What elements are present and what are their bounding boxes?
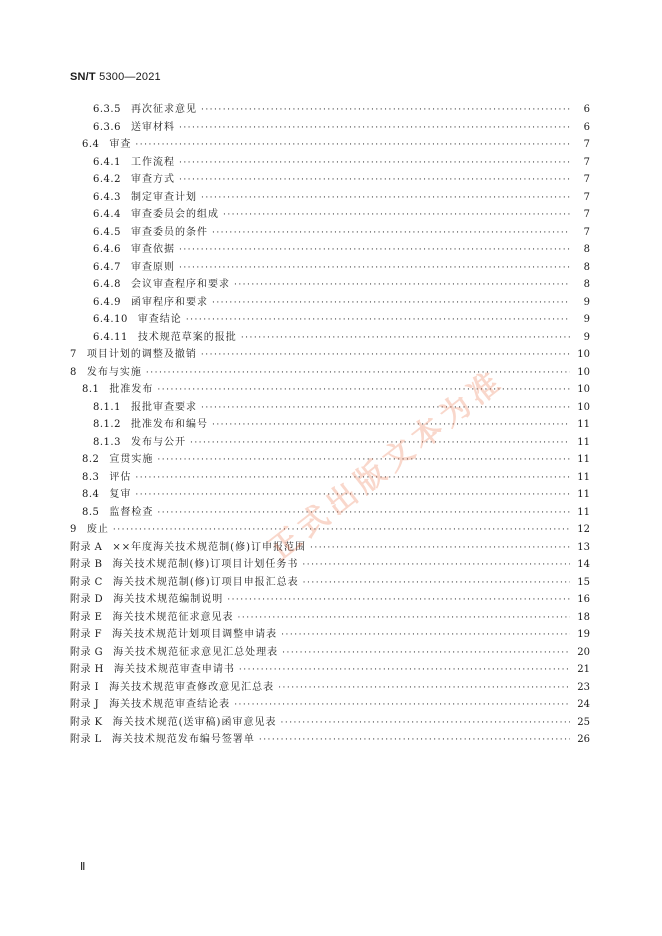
toc-entry-page: 7 [583,226,590,238]
toc-entry[interactable] [93,190,590,206]
toc-entry-page: 11 [577,454,590,465]
toc-entry-number: 附录 L [70,734,102,745]
toc-entry-title: 审查原则 [130,261,175,273]
toc-entry-number: 附录 B [70,559,103,570]
toc-entry-page: 9 [583,296,590,308]
toc-entry-title: 发布与实施 [86,366,142,378]
toc-entry-page: 7 [583,209,590,220]
toc-entry-number: 6.4.2 [93,174,121,185]
toc-entry-number: 6.4.11 [93,331,128,343]
toc-entry-title: 报批审查要求 [130,401,197,413]
toc-entry-title: 海关技术规范编制说明 [113,594,224,605]
toc-entry[interactable] [93,120,590,136]
toc-entry-page: 12 [577,524,590,535]
toc-leader-dots [234,697,570,713]
toc-entry-number: 8.3 [82,471,100,483]
toc-leader-dots [179,260,570,276]
toc-entry-title: 复审 [109,489,132,500]
toc-leader-dots [157,452,570,468]
toc-entry-title: 审查 [109,139,132,150]
watermark-stamp: 正式出版文本为准 [262,362,512,568]
toc-entry-page: 11 [577,506,590,518]
toc-entry-title: 项目计划的调整及撤销 [86,349,197,360]
toc-entry[interactable] [70,540,590,556]
toc-entry-title: 审查委员的条件 [130,226,208,238]
toc-leader-dots [212,417,570,433]
toc-leader-dots [201,190,570,206]
toc-leader-dots [135,137,570,153]
toc-entry-page: 6 [583,121,590,133]
toc-entry-page: 13 [577,541,590,553]
toc-leader-dots [278,680,570,696]
toc-leader-dots [157,505,570,521]
toc-leader-dots [135,470,570,486]
toc-entry-title: 审查委员会的组成 [130,209,219,220]
toc-entry-title: 海关技术规范审查结论表 [109,699,231,710]
toc-entry[interactable] [82,452,590,468]
toc-leader-dots [310,540,570,556]
toc-entry-number: 8.1.1 [93,401,121,413]
toc-leader-dots [201,102,570,118]
toc-entry[interactable] [82,470,590,486]
toc-entry-number: 附录 I [70,681,100,693]
toc-entry-page: 19 [577,629,590,640]
toc-entry-title: 工作流程 [130,156,175,168]
toc-entry[interactable] [82,487,590,503]
toc-entry-title: 发布与公开 [130,436,186,448]
toc-entry-page: 7 [583,174,590,185]
toc-entry[interactable] [70,522,590,538]
toc-entry[interactable] [70,627,590,643]
toc-entry[interactable] [82,505,590,521]
toc-entry-number: 6.4.4 [93,209,121,220]
toc-entry-number: 8.5 [82,506,100,518]
toc-entry-title: 废止 [86,524,109,535]
toc-entry-number: 9 [70,524,77,535]
toc-entry-page: 8 [583,261,590,273]
toc-entry-title: ××年度海关技术规范制(修)订申报范围 [112,541,306,553]
toc-entry-number: 8.1.2 [93,419,121,430]
toc-entry-number: 附录 E [70,611,103,623]
toc-entry[interactable] [93,417,590,433]
toc-entry[interactable] [70,575,590,591]
toc-entry-title: 再次征求意见 [130,104,197,115]
toc-leader-dots [239,662,570,678]
toc-entry[interactable] [70,610,590,626]
toc-entry-number: 8 [70,366,77,378]
toc-entry-page: 7 [583,156,590,168]
toc-entry-page: 7 [583,191,590,203]
toc-entry-number: 8.1.3 [93,436,121,448]
toc-entry[interactable] [70,715,590,731]
toc-entry-number: 附录 A [70,541,103,553]
toc-entry-page: 11 [577,471,590,483]
toc-entry-title: 海关技术规范计划项目调整申请表 [112,629,278,640]
toc-entry-number: 附录 D [70,594,104,605]
toc-entry-title: 海关技术规范征求意见汇总处理表 [113,646,279,658]
toc-entry[interactable] [93,312,590,328]
toc-leader-dots [157,382,570,398]
toc-entry-title: 审查方式 [130,174,175,185]
toc-entry-number: 8.4 [82,489,100,500]
toc-leader-dots [282,645,570,661]
toc-entry-number: 7 [70,349,77,360]
toc-leader-dots [179,172,570,188]
toc-entry-title: 批准发布和编号 [130,419,208,430]
toc-entry[interactable] [82,382,590,398]
toc-entry[interactable] [70,732,590,748]
toc-leader-dots [212,295,570,311]
toc-entry-page: 9 [583,314,590,325]
page-number: Ⅱ [80,861,86,873]
toc-entry-page: 6 [583,104,590,115]
toc-entry-page: 11 [577,489,590,500]
toc-leader-dots [135,487,570,503]
toc-entry[interactable] [70,557,590,573]
toc-entry-title: 海关技术规范审查修改意见汇总表 [109,681,275,693]
toc-entry[interactable] [93,102,590,118]
toc-entry-page: 26 [577,734,590,745]
toc-leader-dots [227,592,570,608]
toc-leader-dots [237,610,570,626]
toc-entry[interactable] [93,435,590,451]
toc-entry-title: 送审材料 [130,121,175,133]
toc-entry-title: 函审程序和要求 [130,296,208,308]
toc-entry-page: 11 [577,419,590,430]
toc-leader-dots [212,225,570,241]
toc-entry[interactable] [70,592,590,608]
toc-entry-title: 海关技术规范审查申请书 [113,664,235,675]
toc-entry-page: 20 [577,646,590,658]
toc-entry-page: 18 [577,611,590,623]
toc-entry-number: 6.4.1 [93,156,121,168]
toc-entry[interactable] [93,155,590,171]
toc-entry-number: 附录 H [70,664,104,675]
toc-entry-number: 6.4.7 [93,261,121,273]
toc-leader-dots [223,207,570,223]
toc-entry-title: 批准发布 [109,384,154,395]
toc-entry[interactable] [70,680,590,696]
toc-entry-number: 6.4.8 [93,279,121,290]
toc-entry-title: 技术规范草案的报批 [137,331,237,343]
toc-entry-title: 海关技术规范制(修)订项目计划任务书 [112,559,299,570]
toc-entry[interactable] [93,295,590,311]
toc-leader-dots [280,715,570,731]
toc-entry-page: 15 [577,576,590,588]
toc-leader-dots [234,277,570,293]
toc-entry-number: 附录 C [70,576,103,588]
toc-entry[interactable] [93,330,590,346]
toc-leader-dots [190,435,570,451]
toc-leader-dots [146,365,570,381]
toc-entry-page: 7 [583,139,590,150]
toc-entry-number: 6.4.5 [93,226,121,238]
toc-leader-dots [186,312,570,328]
toc-leader-dots [201,347,570,363]
toc-entry-page: 10 [577,366,590,378]
toc-entry-title: 审查结论 [137,314,182,325]
toc-entry-title: 监督检查 [109,506,154,518]
toc-entry-number: 6.4.3 [93,191,121,203]
toc-entry-number: 附录 G [70,646,104,658]
toc-entry[interactable] [70,365,590,381]
toc-leader-dots [179,242,570,258]
document-header [70,71,161,83]
toc-entry[interactable] [93,277,590,293]
toc-leader-dots [241,330,570,346]
toc-entry-number: 6.4.9 [93,296,121,308]
toc-leader-dots [113,522,570,538]
toc-entry-title: 会议审查程序和要求 [130,279,230,290]
toc-entry-number: 8.1 [82,384,100,395]
standard-number: 5300—2021 [99,71,161,83]
toc-entry-page: 10 [577,384,590,395]
toc-entry-page: 8 [583,244,590,255]
toc-entry[interactable] [93,260,590,276]
toc-entry-page: 11 [577,436,590,448]
toc-entry[interactable] [93,242,590,258]
toc-entry-page: 8 [583,279,590,290]
toc-leader-dots [179,120,570,136]
toc-leader-dots [281,627,570,643]
toc-entry-page: 10 [577,349,590,360]
toc-entry[interactable] [70,347,590,363]
toc-entry-page: 14 [577,559,590,570]
toc-entry[interactable] [93,225,590,241]
toc-entry-number: 6.3.6 [93,121,121,133]
standard-code: SN/T [70,71,96,83]
toc-entry-number: 6.4 [82,139,100,150]
toc-leader-dots [201,400,570,416]
toc-entry-number: 附录 F [70,629,103,640]
toc-entry[interactable] [82,137,590,153]
toc-entry-page: 25 [577,716,590,728]
toc-entry-title: 制定审查计划 [130,191,197,203]
toc-entry-page: 9 [583,331,590,343]
toc-entry[interactable] [70,697,590,713]
toc-entry-page: 24 [577,699,590,710]
toc-entry-page: 10 [577,401,590,413]
toc-entry-title: 海关技术规范(送审稿)函审意见表 [112,716,277,728]
toc-entry-title: 海关技术规范征求意见表 [112,611,234,623]
toc-entry-number: 附录 K [70,716,103,728]
toc-entry-number: 附录 J [70,699,100,710]
toc-entry-number: 6.4.10 [93,314,128,325]
toc-entry[interactable] [93,172,590,188]
toc-entry-page: 21 [577,664,590,675]
toc-entry[interactable] [93,207,590,223]
toc-entry-title: 宣贯实施 [109,454,154,465]
toc-entry-title: 海关技术规范制(修)订项目申报汇总表 [112,576,299,588]
toc-leader-dots [259,732,570,748]
toc-leader-dots [302,557,570,573]
toc-entry-title: 评估 [109,471,132,483]
toc-entry-page: 23 [577,681,590,693]
toc-entry[interactable] [70,662,590,678]
toc-entry[interactable] [70,645,590,661]
toc-entry[interactable] [93,400,590,416]
toc-entry-title: 审查依据 [130,244,175,255]
toc-entry-title: 海关技术规范发布编号签署单 [111,734,255,745]
toc-entry-number: 6.4.6 [93,244,121,255]
toc-entry-page: 16 [577,594,590,605]
toc-entry-number: 6.3.5 [93,104,121,115]
toc-leader-dots [303,575,570,591]
toc-entry-number: 8.2 [82,454,100,465]
toc-leader-dots [179,155,570,171]
